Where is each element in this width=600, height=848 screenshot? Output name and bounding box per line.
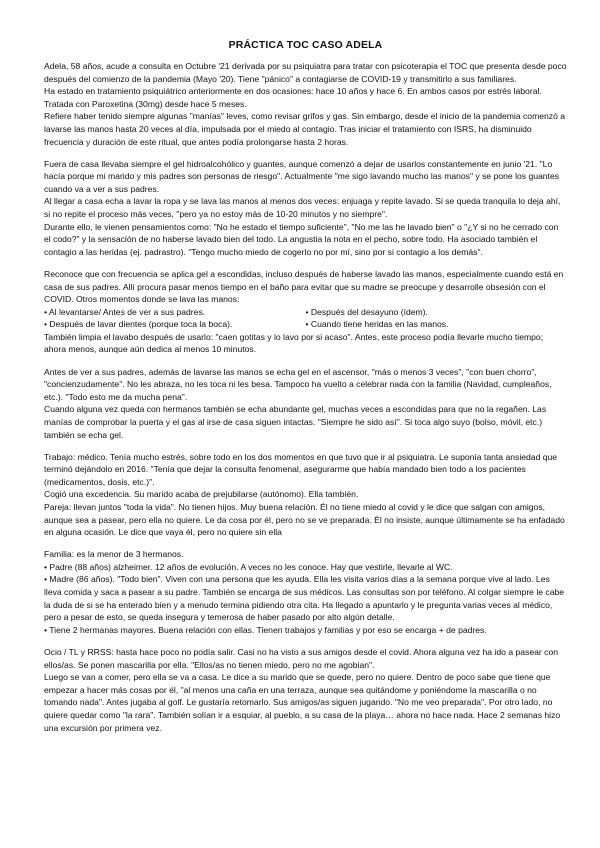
moment-item: • Después del desayuno (ídem). (305, 306, 428, 317)
moment-item: • Cuando tiene heridas en las manos. (305, 319, 449, 330)
moments-row (44, 318, 567, 331)
moment-item: • Después de lavar dientes (porque toca la boca). (44, 319, 233, 330)
paragraph-parents-visit (44, 366, 567, 442)
paragraph-work-partner (44, 451, 567, 539)
text-line: Ocio / TL y RRSS: hasta hace poco no podía salir. Casi no ha visto a sus amigos desde el covid. Ahora alguna vez ha ido a pasear con ellos/as. Se ponen mascarilla por ella. "Ellos/as no tienen miedo, pero no me agobian". (44, 646, 559, 670)
text-line: Antes de ver a sus padres, además de lavarse las manos se echa gel en el ascensor, "más o menos 3 veces", "con buen chorro", "concienzudamente". No les abraza, no les toca ni les besa. Tampoco ha vuelto a celebrar nada con la familia (Navidad, cumpleaños, etc.). "Todo esto me da mucha pena". (44, 366, 552, 402)
text-line: Cuando alguna vez queda con hermanos también se echa abundante gel, muchas veces a escondidas para que no la regañen. Las manías de comprobar la puerta y el gas al irse de casa siguen intactas. "Siempre he sido así". Si toca algo suyo (bolso, móvil, etc.) también se echa gel. (44, 404, 547, 440)
paragraph-outside-home (44, 158, 567, 259)
text-line: Cogió una excedencia. Su marido acaba de prejubilarse (autónomo). Ella también. (44, 489, 359, 500)
text-line: Fuera de casa llevaba siempre el gel hidroalcohólico y guantes, aunque comenzó a dejar de usarlos constantemente en junio '21. "Lo hacía porque mi marido y mis padres son personas de riesgo". Actualmente "me sigo lavando mucho las manos" y se pone los guantes cuando va a ver a sus padres. (44, 158, 560, 194)
text-line: Trabajo: médico. Tenía mucho estrés, sobre todo en los dos momentos en que tuvo que ir al psiquiatra. Le suponía tanta ansiedad que terminó dejándolo en 2016. "Tenía que dejar la consulta fenomenal, asegurarme que había mandado bien todo a los pacientes (medicamentos, dosis, etc.)". (44, 451, 558, 487)
text-line: • Madre (86 años). "Todo bien". Viven con una persona que les ayuda. Ella les visita varios días a la semana porque vive al lado. Les lleva comida y saca a pasear a su padre. También se encarga de sus médicos. Las consultas son por teléfono. Al colgar siempre le cabe la duda de si se ha enterado bien y a menudo termina pidiendo otra cita. Ha llegado a apuntarlo y le pregunta varias veces al médico, pero a pesar de esto, se queda insegura y temerosa de haber pasado por alto algún detalle. (44, 574, 565, 623)
text-line: Refiere haber tenido siempre algunas "manías" leves, como revisar grifos y gas. Sin embargo, desde el inicio de la pandemia comenzó a lavarse las manos hasta 20 veces al día, impulsada por el miedo al contagio. Tras iniciar el tratamiento con ISRS, ha disminuido frecuencia y duración de este ritual, que antes podía prolongarse hasta 2 horas. (44, 111, 566, 147)
paragraph-hidden-gel (44, 268, 567, 356)
text-line: Durante ello, le vienen pensamientos como: "No he estado el tiempo suficiente", "No me las he lavado bien" o "¿Y si no he cerrado con el codo?" y la sensación de no haberse lavado bien del todo. La angustia la nota en el pecho, sobre todo. Ha asociado también el contagio a las heridas (ej. padrastro). "Tengo mucho miedo de cogerlo no por mí, sino por si contagio a los demás". (44, 221, 559, 257)
text-line: Al llegar a casa echa a lavar la ropa y se lava las manos al menos dos veces: enjuaga y repite lavado. Si se queda tranquila lo deja ahí, si no repite el proceso más veces, "pero ya no estoy más de 10-20 minutos y no siempre". (44, 196, 561, 220)
paragraph-presentation (44, 60, 567, 148)
page-title: PRÁCTICA TOC CASO ADELA (228, 40, 383, 51)
moment-item: • Al levantarse/ Antes de ver a sus padres. (44, 306, 206, 317)
text-line: También limpia el lavabo después de usarlo: "caen gotitas y lo lavo por si acaso". Antes, este proceso podía llevarle mucho tiempo; ahora menos, aunque aún dedica al menos 10 minutos. (44, 331, 544, 355)
text-line: • Tiene 2 hermanas mayores. Buena relación con ellas. Tienen trabajos y familias y por eso se encarga + de padres. (44, 624, 487, 635)
text-line: Pareja: llevan juntos "toda la vida". No tienen hijos. Muy buena relación. Él no tiene miedo al covid y le dice que salgan con amigos, aunque sea a pasear, pero ella no quiere. Le da cosa por él, pero no se ve preparada. Él no insiste, aunque últimamente se ha enfadado en alguna ocasión. Le dice que vaya él, pero no quiere sin ella (44, 502, 565, 538)
moments-row (44, 306, 567, 319)
text-line: Reconoce que con frecuencia se aplica gel a escondidas, incluso después de haberse lavado las manos, especialmente cuando está en casa de sus padres. Allí procura pasar menos tiempo en el baño para evitar que su madre se preocupe y desarrolle obsesión con el COVID. Otros momentos donde se lava las manos: (44, 268, 564, 305)
paragraph-leisure (44, 646, 567, 734)
text-line: Ha estado en tratamiento psiquiátrico anteriormente en dos ocasiones: hace 10 años y hace 6. En ambos casos por estrés laboral. Tratada con Paroxetina (30mg) desde hace 5 meses. (44, 86, 542, 109)
text-line: • Padre (88 años) alzheimer. 12 años de evolución. A veces no les conoce. Hay que vestirle, llevarle al WC. (44, 561, 453, 572)
text-line: Familia: es la menor de 3 hermanos. (44, 549, 184, 560)
paragraph-family (44, 548, 567, 636)
text-line: Adela, 58 años, acude a consulta en Octubre '21 derivada por su psiquiatra para tratar con psicoterapia el TOC que presenta desde poco después del comienzo de la pandemia (Mayo '20). Tiene "pánico" a contagiarse de COVID-19 y transmitirlo a sus familiares. (44, 61, 567, 84)
text-line: Luego se van a comer, pero ella se va a casa. Le dice a su marido que se quede, pero no quiere. Dentro de poco sabe que tiene que empezar a hacer más cosas por él, "al menos una caña en una terraza, aunque sea quitándome y poniéndome la mascarilla o no tomando nada". Antes jugaba al golf. Le gustaría retomarlo. Sus amigos/as siguen jugando. "No me veo preparada". Por otro lado, no quiere quedar como "la rara". También solían ir a esquiar, al pueblo, a su casa de la playa… ahora no hace nada. Hace 2 semanas hizo una excursión por primera vez. (44, 672, 561, 733)
